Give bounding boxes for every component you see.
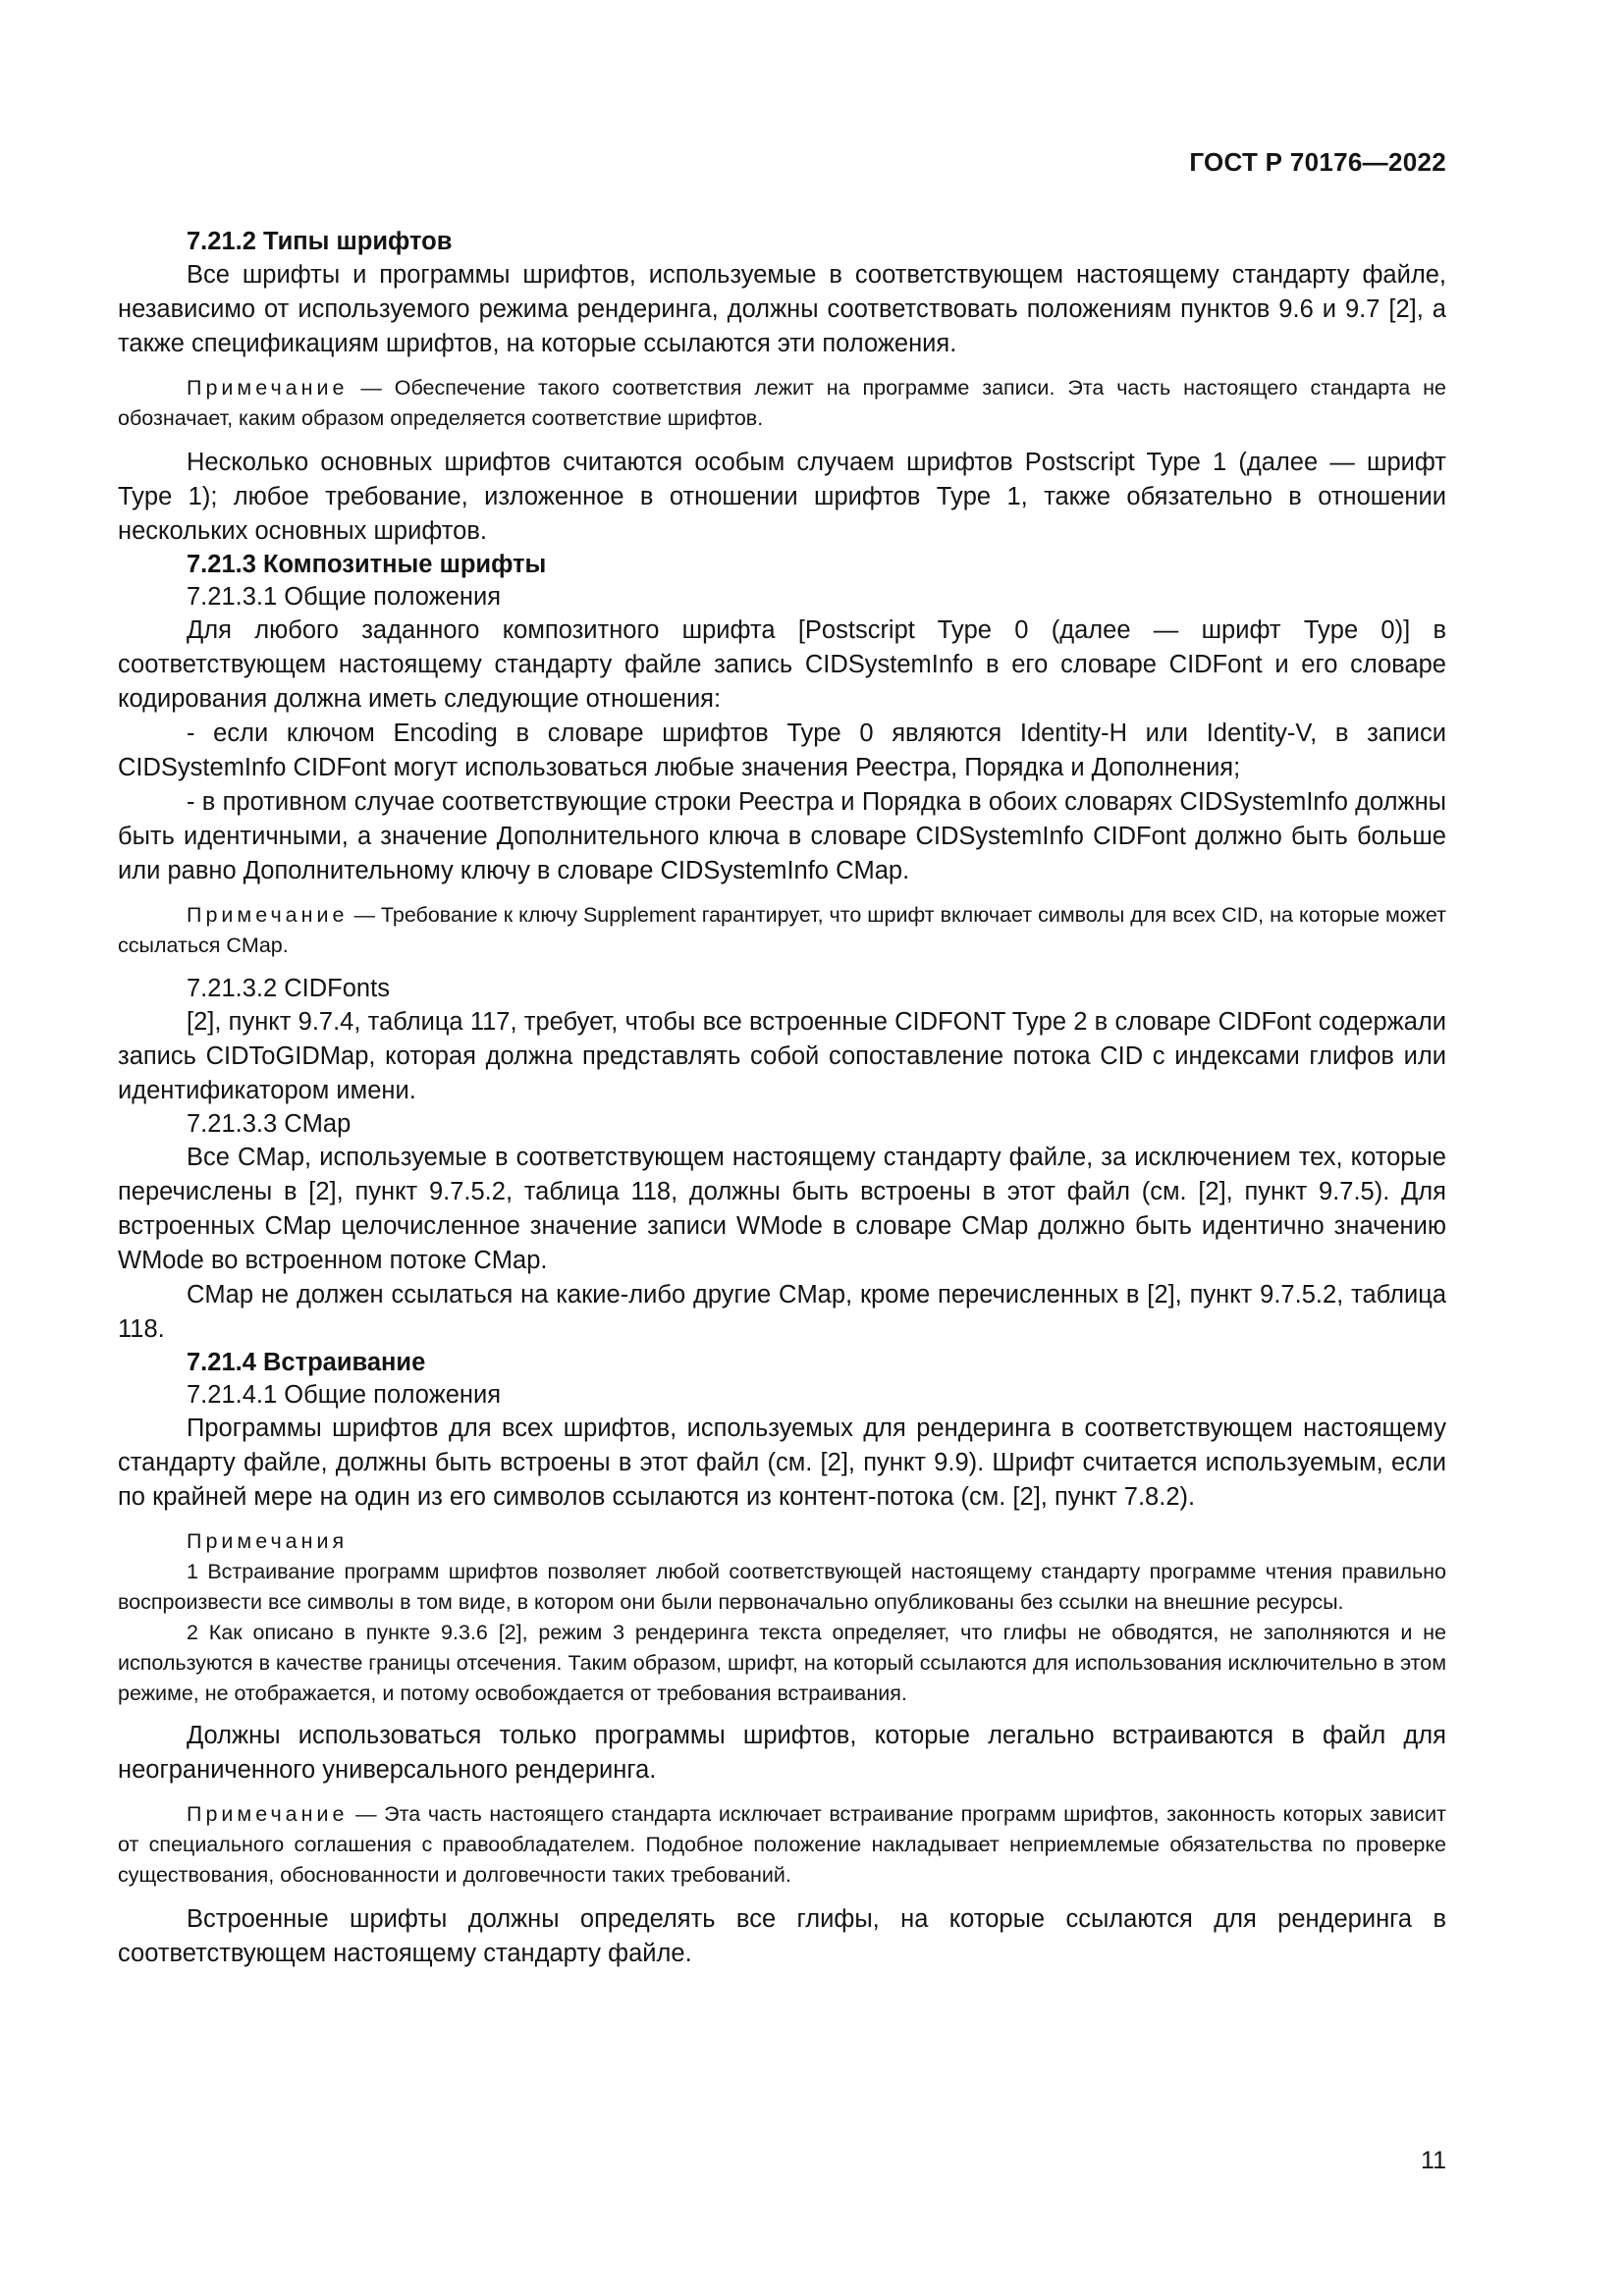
note-text: — Обеспечение такого соответствия лежит на программе записи. Эта часть настоящего стандарта не обозначает, каким образом определяется соответствие шрифтов. bbox=[118, 376, 1446, 430]
note-label: Примечание bbox=[187, 903, 349, 927]
paragraph: Встроенные шрифты должны определять все глифы, на которые ссылаются для рендеринга в соответствующем настоящему стандарту файле. bbox=[118, 1905, 1446, 1967]
subsection-heading-7-21-3-3: 7.21.3.3 CMap bbox=[187, 1110, 352, 1138]
paragraph: Несколько основных шрифтов считаются особым случаем шрифтов Postscript Type 1 (далее — шрифт Type 1); любое требование, изложенное в отношении шрифтов Type 1, также обязательно в отношении нескольких основных шрифтов. bbox=[118, 449, 1446, 545]
subsection-heading-7-21-3-1: 7.21.3.1 Общие положения bbox=[187, 583, 502, 611]
section-heading-7-21-3: 7.21.3 Композитные шрифты bbox=[187, 551, 547, 578]
section-heading-7-21-2: 7.21.2 Типы шрифтов bbox=[187, 228, 453, 255]
document-body bbox=[118, 226, 1446, 1971]
note bbox=[118, 900, 1446, 961]
subsection-heading-7-21-4-1: 7.21.4.1 Общие положения bbox=[187, 1381, 502, 1409]
note bbox=[118, 373, 1446, 434]
note-text: — Эта часть настоящего стандарта исключает встраивание программ шрифтов, законность которых зависит от специального соглашения с правообладателем. Подобное положение накладывает неприемлемые обязательства по проверке существования, обоснованности и долговечности таких требований. bbox=[118, 1802, 1446, 1887]
subsection-heading-7-21-3-2: 7.21.3.2 CIDFonts bbox=[187, 975, 390, 1002]
page-number: 11 bbox=[1421, 2147, 1446, 2174]
notes-label: Примечания bbox=[187, 1529, 349, 1553]
note-item: 1 Встраивание программ шрифтов позволяет любой соответствующей настоящему стандарту программе чтения правильно воспроизвести все символы в том виде, в котором они были первоначально опубликованы без ссылки на внешние ресурсы. bbox=[118, 1560, 1446, 1614]
list-item: - в противном случае соответствующие строки Реестра и Порядка в обоих словарях CIDSystemInfo должны быть идентичными, а значение Дополнительного ключа в словаре CIDSystemInfo CIDFont должно быть больше или равно Дополнительному ключу в словаре CIDSystemInfo CMap. bbox=[118, 788, 1446, 884]
paragraph: Для любого заданного композитного шрифта [Postscript Type 0 (далее — шрифт Type 0)] в соответствующем настоящему стандарту файле запись CIDSystemInfo в его словаре CIDFont и его словаре кодирования должна иметь следующие отношения: bbox=[118, 616, 1446, 713]
paragraph: Все CMap, используемые в соответствующем настоящему стандарту файле, за исключением тех, которые перечислены в [2], пункт 9.7.5.2, таблица 118, должны быть встроены в этот файл (см. [2], пункт 9.7.5). Для встроенных CMap целочисленное значение записи WMode в словаре CMap должно быть идентично значению WMode во встроенном потоке CMap. bbox=[118, 1144, 1446, 1274]
paragraph: Все шрифты и программы шрифтов, используемые в соответствующем настоящему стандарту файле, независимо от используемого режима рендеринга, должны соответствовать положениям пунктов 9.6 и 9.7 [2], а также спецификациям шрифтов, на которые ссылаются эти положения. bbox=[118, 261, 1446, 357]
note bbox=[118, 1799, 1446, 1891]
paragraph: CMap не должен ссылаться на какие-либо другие CMap, кроме перечисленных в [2], пункт 9.7.5.2, таблица 118. bbox=[118, 1281, 1446, 1343]
note-item: 2 Как описано в пункте 9.3.6 [2], режим 3 рендеринга текста определяет, что глифы не обводятся, не заполняются и не используются в качестве границы отсечения. Таким образом, шрифт, на который ссылаются для использования исключительно в этом режиме, не отображается, и потому освобождается от требования встраивания. bbox=[118, 1621, 1446, 1705]
standard-designation: ГОСТ Р 70176—2022 bbox=[1189, 147, 1446, 177]
list-item: - если ключом Encoding в словаре шрифтов Type 0 являются Identity-H или Identity-V, в записи CIDSystemInfo CIDFont могут использоваться любые значения Реестра, Порядка и Дополнения; bbox=[118, 720, 1446, 781]
note-text: — Требование к ключу Supplement гарантирует, что шрифт включает символы для всех CID, на которые может ссылаться CMap. bbox=[118, 903, 1446, 957]
paragraph: Должны использоваться только программы шрифтов, которые легально встраиваются в файл для неограниченного универсального рендеринга. bbox=[118, 1722, 1446, 1784]
section-heading-7-21-4: 7.21.4 Встраивание bbox=[187, 1349, 426, 1376]
note-label: Примечание bbox=[187, 1802, 349, 1826]
note-label: Примечание bbox=[187, 376, 349, 400]
paragraph: [2], пункт 9.7.4, таблица 117, требует, чтобы все встроенные CIDFONT Type 2 в словаре CIDFont содержали запись CIDToGIDMap, которая должна представлять собой сопоставление потока CID с индексами глифов или идентификатором имени. bbox=[118, 1008, 1446, 1104]
paragraph: Программы шрифтов для всех шрифтов, используемых для рендеринга в соответствующем настоящему стандарту файле, должны быть встроены в этот файл (см. [2], пункт 9.9). Шрифт считается используемым, если по крайней мере на один из его символов ссылаются из контент-потока (см. [2], пункт 7.8.2). bbox=[118, 1415, 1446, 1511]
